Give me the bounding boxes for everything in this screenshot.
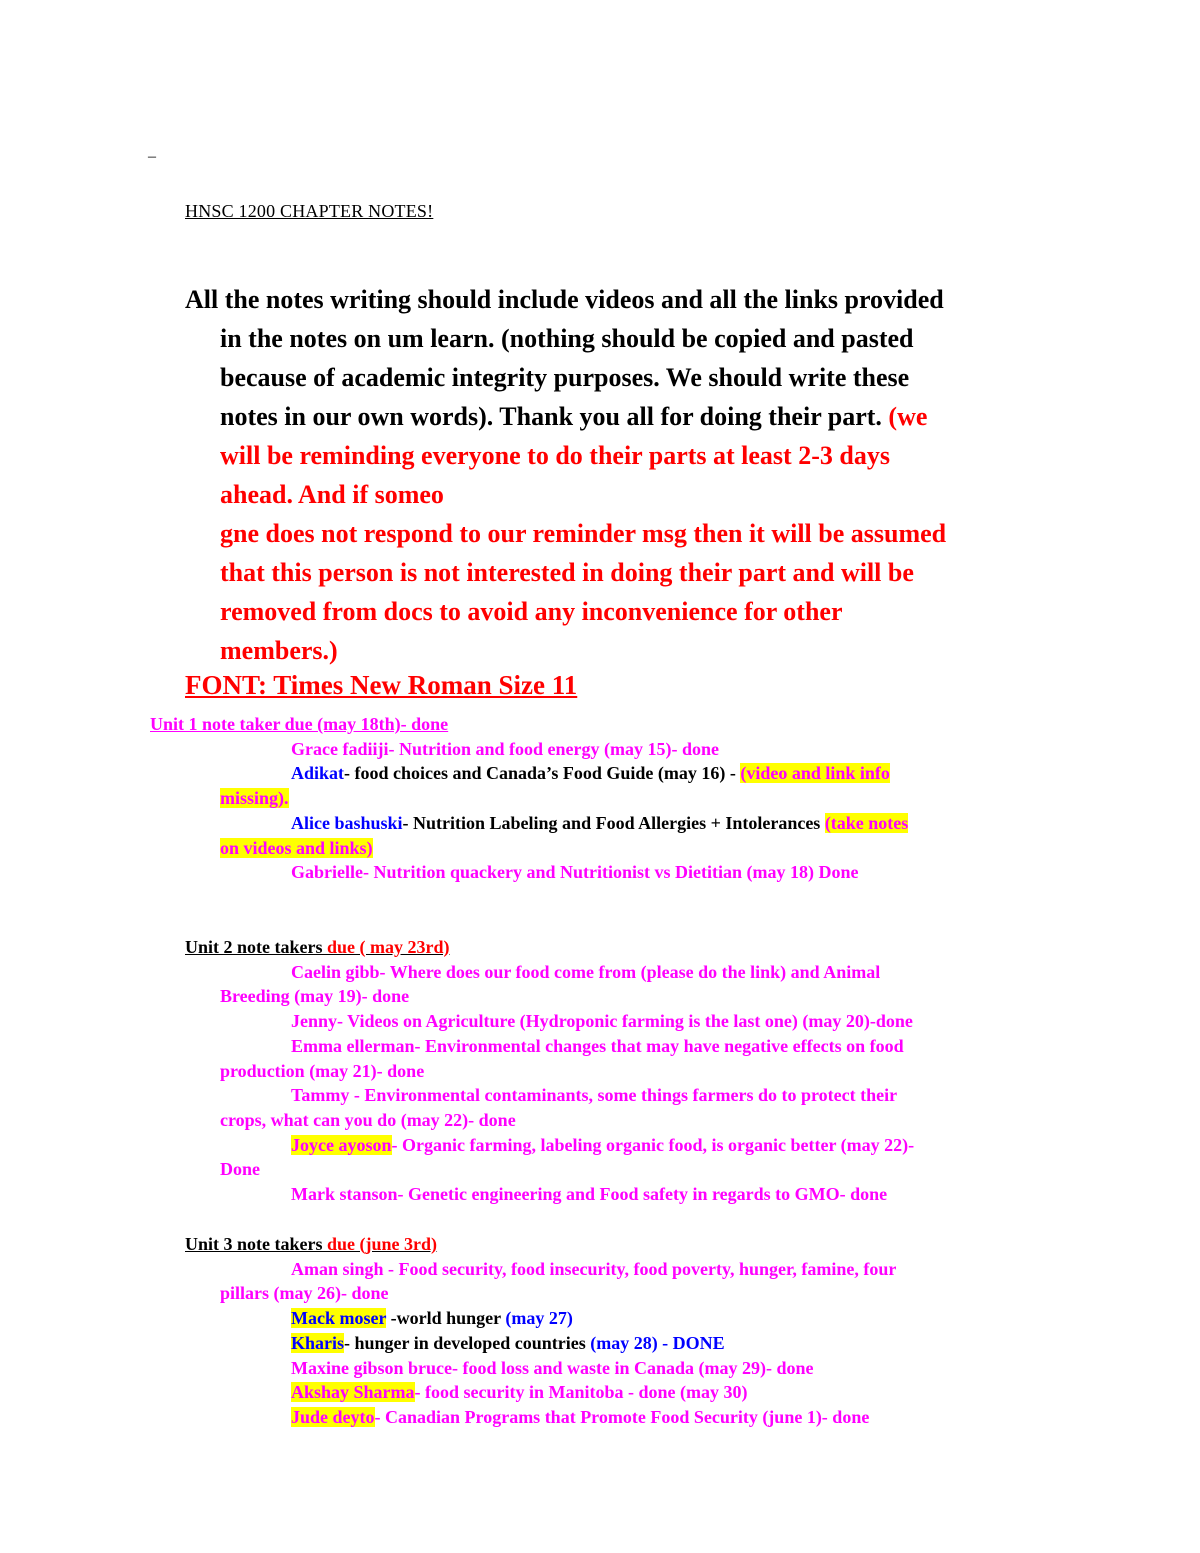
item-text: - Nutrition Labeling and Food Allergies + Intolerances: [402, 812, 825, 833]
item-text: -world hunger: [386, 1308, 506, 1329]
item-date: (may 28) - DONE: [590, 1332, 725, 1353]
unit-1-heading: Unit 1 note taker due (may 18th)- done: [150, 714, 449, 734]
item-text: - food security in Manitoba - done (may 30): [414, 1382, 748, 1403]
intro-line: [185, 397, 1065, 436]
unit-heading-text: Unit 2 note takers: [185, 937, 327, 957]
intro-line: because of academic integrity purposes. We should write these: [220, 363, 910, 392]
item-text: - food choices and Canada’s Food Guide (may 16) -: [344, 763, 741, 784]
list-item: [220, 811, 908, 836]
unit-3-heading: [185, 1232, 896, 1257]
unit-2-section: [185, 935, 914, 1207]
intro-line: All the notes writing should include videos and all the links provided: [185, 285, 944, 314]
item-text: - Organic farming, labeling organic food, is organic better (may 22)-: [391, 1134, 915, 1155]
unit-heading-text: Unit 3 note takers: [185, 1234, 327, 1254]
list-item: Aman singh - Food security, food insecurity, food poverty, hunger, famine, four: [291, 1258, 897, 1279]
assignee-name: Alice bashuski: [291, 812, 403, 833]
unit-1-section: [150, 712, 908, 885]
list-item: Gabrielle- Nutrition quackery and Nutritionist vs Dietitian (may 18) Done: [291, 862, 859, 883]
list-item: [220, 1133, 914, 1158]
intro-text: notes in our own words). Thank you all for doing their part.: [220, 402, 889, 431]
intro-warning-line: gne does not respond to our reminder msg then it will be assumed: [220, 519, 947, 548]
list-item: Jenny- Videos on Agriculture (Hydroponic farming is the last one) (may 20)-done: [291, 1011, 913, 1032]
list-item: [220, 1380, 896, 1405]
list-item-continued: Done: [220, 1159, 260, 1180]
assignee-name: Mack moser: [291, 1308, 387, 1329]
unit-2-heading: [185, 935, 914, 960]
unit-due-date: due ( may 23rd): [327, 937, 450, 957]
list-item-continued: Breeding (may 19)- done: [220, 986, 410, 1007]
item-text: - Canadian Programs that Promote Food Security (june 1)- done: [374, 1406, 870, 1427]
highlight-note: (video and link info: [740, 763, 890, 784]
intro-warning-line: will be reminding everyone to do their parts at least 2-3 days: [220, 441, 890, 470]
assignee-name: Adikat: [291, 763, 345, 784]
leading-dash: –: [148, 148, 156, 165]
assignee-name: Kharis: [291, 1332, 345, 1353]
assignee-name: Joyce ayoson: [291, 1134, 392, 1155]
intro-warning-line: that this person is not interested in doing their part and will be: [220, 558, 914, 587]
list-item: Emma ellerman- Environmental changes that may have negative effects on food: [291, 1035, 904, 1056]
list-item-continued: production (may 21)- done: [220, 1060, 425, 1081]
list-item: Mark stanson- Genetic engineering and Food safety in regards to GMO- done: [291, 1184, 888, 1205]
item-text: - hunger in developed countries: [344, 1332, 591, 1353]
list-item: Caelin gibb- Where does our food come from (please do the link) and Animal: [291, 961, 881, 982]
intro-warning-line: removed from docs to avoid any inconvenience for other: [220, 597, 843, 626]
intro-warning-line: members.): [220, 636, 338, 665]
font-instruction: FONT: Times New Roman Size 11: [185, 670, 578, 700]
list-item: [220, 1405, 896, 1430]
unit-3-section: [185, 1232, 896, 1430]
list-item-continued: [220, 786, 908, 811]
list-item: [220, 1331, 896, 1356]
item-date: (may 27): [505, 1308, 573, 1329]
list-item-continued: crops, what can you do (may 22)- done: [220, 1109, 516, 1130]
assignee-name: Akshay Sharma: [291, 1382, 415, 1403]
intro-paragraph: [185, 280, 1065, 670]
list-item: [220, 761, 908, 786]
list-item: Grace fadiiji- Nutrition and food energy (may 15)- done: [291, 738, 719, 759]
unit-due-date: due (june 3rd): [327, 1234, 438, 1254]
highlight-note: on videos and links): [220, 837, 373, 858]
page-title: HNSC 1200 CHAPTER NOTES!: [185, 201, 434, 221]
list-item: [220, 1306, 896, 1331]
assignee-name: Jude deyto: [291, 1406, 375, 1427]
intro-line: in the notes on um learn. (nothing should be copied and pasted: [220, 324, 914, 353]
list-item: Tammy - Environmental contaminants, some things farmers do to protect their: [291, 1085, 898, 1106]
highlight-note: missing).: [220, 788, 289, 809]
list-item-continued: pillars (may 26)- done: [220, 1283, 389, 1304]
intro-warning-line: ahead. And if someo: [220, 480, 444, 509]
list-item-continued: [220, 836, 908, 861]
list-item: Maxine gibson bruce- food loss and waste in Canada (may 29)- done: [291, 1357, 814, 1378]
intro-warning: (we: [888, 402, 928, 431]
highlight-note: (take notes: [824, 812, 909, 833]
